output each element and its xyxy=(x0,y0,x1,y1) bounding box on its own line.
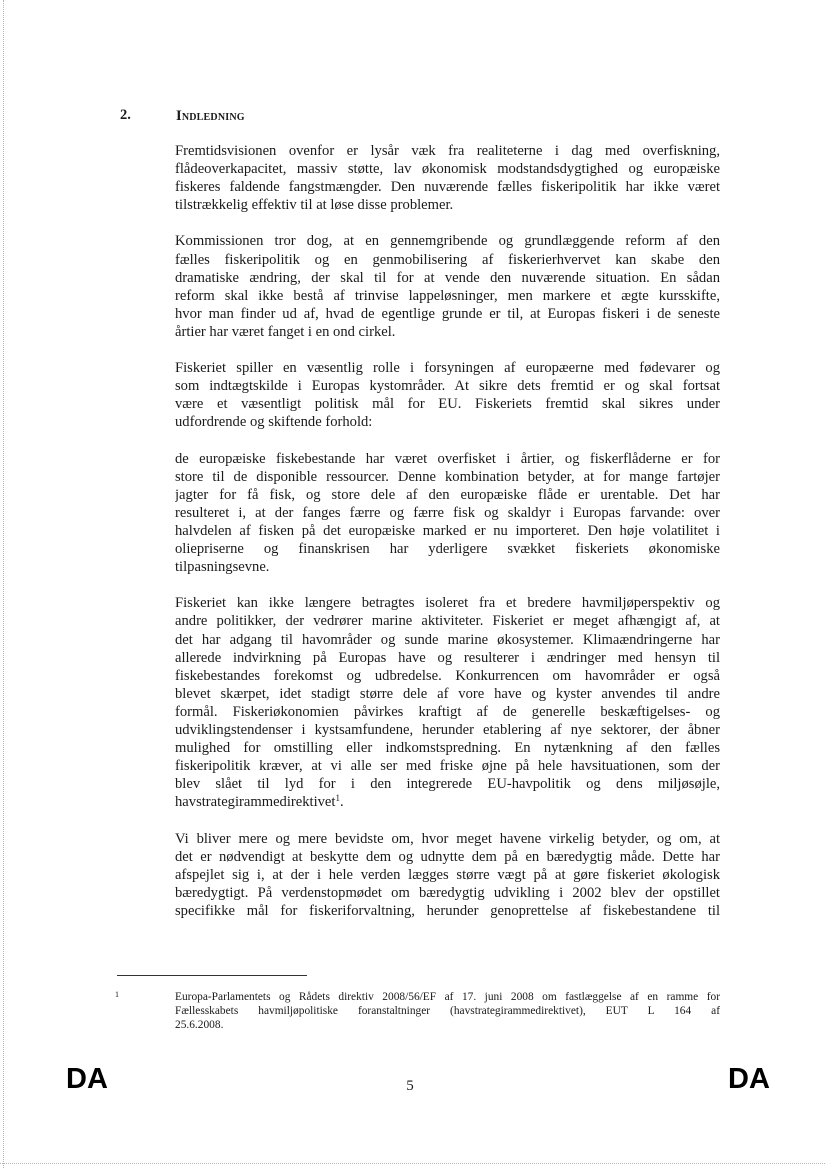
section-title: Indledning xyxy=(176,108,245,124)
text-line: flådeoverkapacitet, massiv støtte, lav økonomisk modstandsdygtighed og europæiske xyxy=(175,161,720,178)
footnote-line: 25.6.2008. xyxy=(175,1019,224,1032)
text-line: fiskebestandes forekomst og udbredelse. Konkurrencen om havområder er også xyxy=(175,667,720,684)
footnote xyxy=(115,990,720,1050)
page-edge-left xyxy=(3,0,5,1168)
text-line: være et væsentligt politisk mål for EU. Fiskeriets fremtid skal sikres under xyxy=(175,396,720,413)
text-line: store til de disponible ressourcer. Denne kombination betyder, at for mange fartøjer xyxy=(175,468,720,485)
text-line: bæredygtigt. På verdenstopmødet om bæredygtig udvikling i 2002 blev der opstillet xyxy=(175,884,720,901)
paragraph-1 xyxy=(175,142,720,214)
paragraph-3 xyxy=(175,359,720,431)
text-line: resulteret i, at der fanges færre og færre fisk og skaldyr i Europas farvande: over xyxy=(175,504,720,521)
text-line: halvdelen af fisken på det europæiske marked er nu importeret. Den høje volatilitet i xyxy=(175,522,720,539)
text-line: fiskeripolitik kræver, at vi alle ser med friske øjne på hele havsituationen, som der xyxy=(175,758,720,775)
body-text xyxy=(175,142,720,920)
text-line: jagter for få fisk, og store dele af den europæiske flåde er urentable. Det har xyxy=(175,486,720,503)
text-line: tilpasningsevne. xyxy=(175,559,270,576)
text-line: mulighed for omstilling eller indkomstspredning. En nytænkning af den fælles xyxy=(175,740,720,757)
text-line: tilstrækkelig effektiv til at løse disse problemer. xyxy=(175,197,454,214)
paragraph-5 xyxy=(175,594,720,811)
text-line: som indtægtskilde i Europas kystområder. At sikre dets fremtid er og skal fortsat xyxy=(175,378,720,395)
paragraph-4 xyxy=(175,450,720,577)
footnote-reference[interactable]: 1 xyxy=(335,793,340,804)
language-code-right: DA xyxy=(728,1063,770,1095)
text-line: oliepriserne og finanskrisen har yderligere svækket fiskeriets økonomiske xyxy=(175,541,720,558)
text-fragment: . xyxy=(339,794,344,811)
text-line: udviklingstendenser i kystsamfundene, herunder etablering af nye sektorer, der åbner xyxy=(175,722,720,738)
text-line: andre politikker, der vedrører marine aktiviteter. Fiskeriet er meget afhængigt af, at xyxy=(175,613,720,630)
text-line: formål. Fiskeriøkonomien påvirkes kraftigt af de generelle beskæftigelses- og xyxy=(175,703,720,720)
footnote-mark: 1 xyxy=(115,990,119,999)
text-line: allerede indvirkning på Europas have og resulterer i ændringer med hensyn til xyxy=(175,649,720,666)
text-line: Kommissionen tror dog, at en gennemgribende og grundlæggende reform af den xyxy=(175,233,720,250)
text-line-with-footnote xyxy=(175,793,720,811)
text-line: hvor man finder ud af, hvad de egentlige grunde er til, at Europas fiskeri i de seneste xyxy=(175,305,720,322)
text-fragment: havstrategirammedirektivet xyxy=(175,794,336,811)
page-number: 5 xyxy=(406,1078,414,1094)
text-line: årtier har været fanget i en ond cirkel. xyxy=(175,323,396,340)
language-code-left: DA xyxy=(66,1063,108,1095)
text-line: det er nødvendigt at beskytte dem og udnytte dem på en bæredygtig måde. Dette har xyxy=(175,848,720,865)
text-line: Fiskeriet kan ikke længere betragtes isoleret fra et bredere havmiljøperspektiv og xyxy=(175,595,720,612)
section-heading xyxy=(120,107,720,127)
page-edge-bottom xyxy=(0,1163,825,1165)
text-line: Fremtidsvisionen ovenfor er lysår væk fra realiteterne i dag med overfiskning, xyxy=(175,143,720,159)
footnote-line: Europa-Parlamentets og Rådets direktiv 2008/56/EF af 17. juni 2008 om fastlæggelse af en ramme for xyxy=(175,991,720,1003)
text-line: udfordrende og skiftende forhold: xyxy=(175,414,373,431)
text-line: det har adgang til havområder og sunde marine økosystemer. Klimaændringerne har xyxy=(175,631,720,648)
text-line: dramatiske ændring, der skal til for at vende den nuværende situation. En sådan xyxy=(175,269,720,286)
text-line: Fiskeriet spiller en væsentlig rolle i forsyningen af europæerne med fødevarer og xyxy=(175,360,720,377)
footnote-separator xyxy=(117,975,307,976)
text-line: de europæiske fiskebestande har været overfisket i årtier, og fiskerflåderne er for xyxy=(175,450,720,467)
text-line: specifikke mål for fiskeriforvaltning, herunder genoprettelse af fiskebestandene til xyxy=(175,902,720,919)
text-line: fælles fiskeripolitik og en genmobilisering af fiskerierhvervet kan skabe den xyxy=(175,251,720,268)
paragraph-6 xyxy=(175,830,720,920)
footnote-text xyxy=(175,990,720,1033)
text-line: reform skal ikke bestå af trinvise lappeløsninger, men markere et ægte kursskifte, xyxy=(175,287,720,304)
text-line: fiskeres faldende fangstmængder. Den nuværende fælles fiskeripolitik har ikke været xyxy=(175,179,720,196)
text-line: afspejlet sig i, at der i hele verden lægges større vægt på at gøre fiskeriet økologisk xyxy=(175,866,720,883)
footnote-line: Fællesskabets havmiljøpolitiske foranstaltninger (havstrategirammedirektivet), EUT L 164 af xyxy=(175,1005,720,1018)
text-line: blev slået til lyd for i den integrerede EU-havpolitik og dens miljøsøjle, xyxy=(175,776,720,793)
paragraph-2 xyxy=(175,232,720,341)
section-number: 2. xyxy=(120,107,131,123)
text-line: blevet skærpet, idet stadigt større dele af vore have og kyster anvendes til andre xyxy=(175,685,720,702)
text-line: Vi bliver mere og mere bevidste om, hvor meget havene virkelig betyder, og om, at xyxy=(175,830,720,847)
